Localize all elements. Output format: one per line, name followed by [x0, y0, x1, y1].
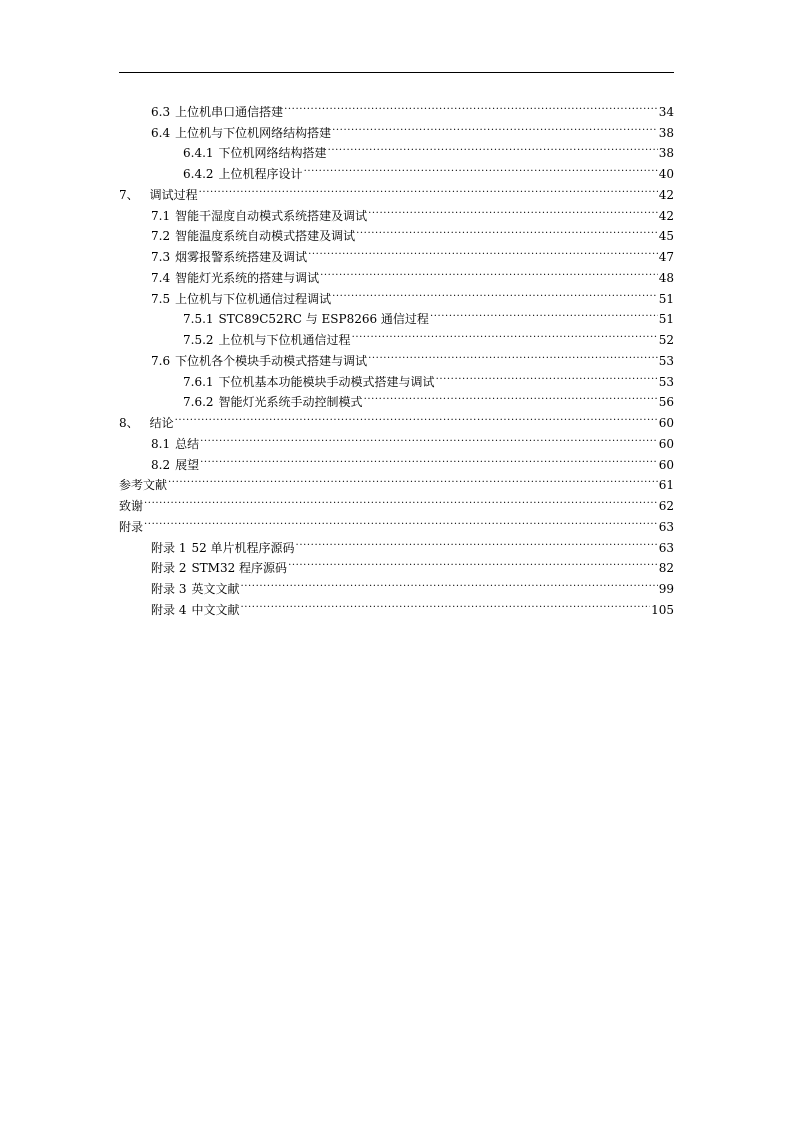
table-of-contents	[119, 95, 674, 617]
toc-entry-title: 结论	[149, 416, 174, 430]
toc-entry-title: 展望	[175, 457, 200, 472]
toc-entry[interactable]	[119, 469, 674, 493]
toc-entry-title: 中文文献	[191, 602, 240, 617]
toc-entry-page-number: 51	[658, 312, 674, 327]
toc-entry-number: 7.5.1	[183, 312, 214, 327]
header-rule	[119, 72, 674, 73]
toc-entry-title: 调试过程	[149, 187, 198, 202]
dot-leader	[284, 95, 658, 116]
toc-entry[interactable]	[119, 489, 674, 513]
toc-entry-page-number: 61	[658, 478, 674, 493]
toc-entry-number: 6.4.1	[183, 146, 214, 161]
dot-leader	[144, 489, 658, 510]
dot-leader	[144, 510, 658, 531]
toc-entry-number: 6.4.2	[183, 167, 214, 181]
toc-entry[interactable]	[119, 427, 674, 451]
toc-entry-page-number: 42	[658, 208, 674, 223]
toc-entry[interactable]	[119, 531, 674, 555]
toc-entry-number: 7.6.2	[183, 395, 214, 410]
toc-entry-number: 附录 2	[151, 561, 187, 576]
toc-entry-title: 上位机与下位机网络结构搭建	[175, 125, 332, 140]
toc-entry-title: 智能灯光系统手动控制模式	[218, 395, 363, 410]
dot-leader	[352, 323, 658, 344]
dot-leader	[436, 365, 658, 386]
dot-leader	[368, 344, 658, 365]
toc-entry-page-number: 42	[658, 187, 674, 202]
toc-entry-title: 烟雾报警系统搭建及调试	[175, 250, 308, 264]
toc-entry-page-number: 99	[658, 582, 674, 596]
dot-leader	[199, 178, 658, 199]
toc-entry-page-number: 53	[658, 374, 674, 389]
dot-leader	[332, 116, 658, 137]
toc-entry-title: 致谢	[119, 499, 144, 513]
toc-entry-number: 8.1	[151, 436, 171, 451]
toc-entry-page-number: 53	[658, 353, 674, 368]
toc-entry-title: 52 单片机程序源码	[191, 540, 295, 555]
toc-entry-title: 上位机串口通信搭建	[175, 104, 284, 119]
toc-entry-title: 下位机各个模块手动模式搭建与调试	[175, 353, 368, 368]
dot-leader	[200, 448, 658, 469]
toc-entry-number: 附录 3	[151, 582, 187, 596]
toc-entry-number: 7.5.2	[183, 333, 214, 347]
toc-entry[interactable]	[119, 448, 674, 472]
toc-entry-title: 智能温度系统自动模式搭建及调试	[175, 229, 356, 244]
toc-entry-page-number: 60	[658, 457, 674, 472]
dot-leader	[240, 593, 650, 614]
toc-entry-title: 下位机基本功能模块手动模式搭建与调试	[218, 374, 435, 389]
dot-leader	[356, 220, 658, 241]
toc-entry-page-number: 52	[658, 333, 674, 347]
toc-entry[interactable]	[119, 406, 674, 430]
toc-entry-number: 7.5	[151, 291, 171, 306]
toc-entry-number: 6.3	[151, 104, 171, 119]
toc-entry-number: 7.3	[151, 250, 171, 264]
toc-entry-page-number: 38	[658, 125, 674, 140]
toc-entry[interactable]	[119, 199, 674, 223]
toc-entry-number: 8.2	[151, 457, 171, 472]
toc-entry-page-number: 56	[658, 395, 674, 410]
toc-entry-page-number: 45	[658, 229, 674, 244]
toc-entry-number: 7.6.1	[183, 374, 214, 389]
toc-entry-title: STC89C52RC 与 ESP8266 通信过程	[218, 312, 429, 327]
dot-leader	[308, 240, 658, 261]
toc-entry-page-number: 63	[658, 540, 674, 555]
dot-leader	[240, 572, 657, 593]
dot-leader	[368, 199, 658, 220]
toc-entry-number: 7.1	[151, 208, 171, 223]
toc-entry-title: STM32 程序源码	[191, 561, 288, 576]
toc-entry[interactable]	[119, 95, 674, 119]
dot-leader	[332, 282, 658, 303]
toc-entry-page-number: 62	[658, 499, 674, 513]
toc-entry-page-number: 60	[658, 416, 674, 430]
toc-entry-page-number: 51	[658, 291, 674, 306]
dot-leader	[175, 406, 658, 427]
toc-entry-title: 智能灯光系统的搭建与调试	[175, 270, 320, 285]
toc-entry-page-number: 82	[658, 561, 674, 576]
toc-entry-title: 上位机与下位机通信过程	[218, 333, 351, 347]
toc-entry-number: 6.4	[151, 125, 171, 140]
toc-entry-page-number: 47	[658, 250, 674, 264]
toc-entry-title: 英文文献	[191, 582, 240, 596]
dot-leader	[296, 531, 658, 552]
toc-entry-number: 7.6	[151, 353, 171, 368]
toc-entry-page-number: 60	[658, 436, 674, 451]
toc-entry-page-number: 105	[651, 602, 674, 617]
toc-entry-page-number: 38	[658, 146, 674, 161]
toc-entry-title: 上位机与下位机通信过程调试	[175, 291, 332, 306]
dot-leader	[430, 303, 658, 324]
toc-entry-page-number: 48	[658, 270, 674, 285]
dot-leader	[320, 261, 658, 282]
dot-leader	[288, 552, 658, 573]
toc-entry-title: 智能干湿度自动模式系统搭建及调试	[175, 208, 368, 223]
dot-leader	[328, 137, 658, 158]
toc-entry[interactable]	[119, 178, 674, 202]
toc-entry-title: 参考文献	[119, 478, 168, 493]
toc-entry-page-number: 34	[658, 104, 674, 119]
toc-entry-number: 7.2	[151, 229, 171, 244]
toc-entry-number: 8、	[119, 416, 139, 430]
toc-entry-title: 下位机网络结构搭建	[218, 146, 327, 161]
dot-leader	[168, 469, 658, 490]
dot-leader	[364, 386, 658, 407]
dot-leader	[304, 157, 658, 178]
toc-entry-title: 上位机程序设计	[218, 167, 303, 181]
toc-entry-page-number: 63	[658, 519, 674, 534]
toc-entry-number: 附录 1	[151, 540, 187, 555]
toc-entry-number: 7.4	[151, 270, 171, 285]
toc-entry[interactable]	[119, 510, 674, 534]
toc-entry-title: 附录	[119, 519, 144, 534]
toc-entry-title: 总结	[175, 436, 200, 451]
toc-entry-number: 7、	[119, 187, 139, 202]
toc-entry-page-number: 40	[658, 167, 674, 181]
dot-leader	[200, 427, 658, 448]
toc-entry-number: 附录 4	[151, 602, 187, 617]
